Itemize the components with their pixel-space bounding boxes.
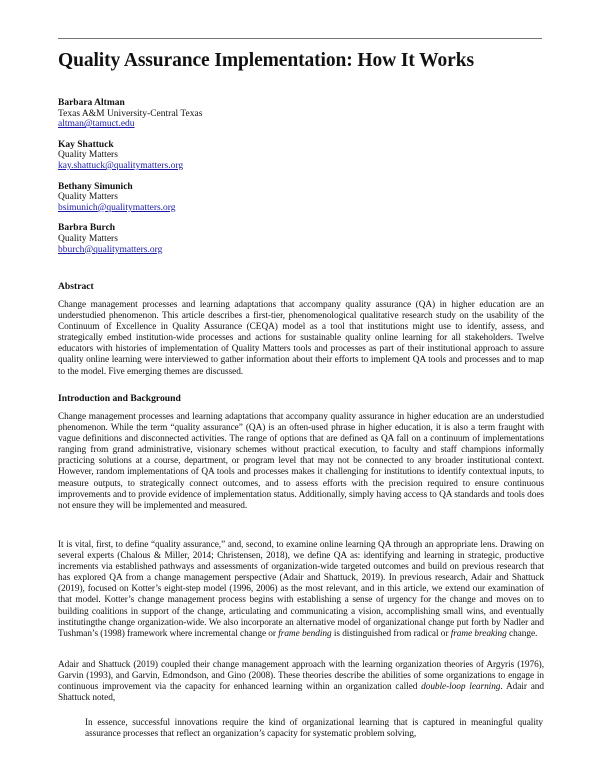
text-run: is distinguished from radical or <box>331 628 451 639</box>
author-name: Barbra Burch <box>58 223 116 234</box>
author-name: Bethany Simunich <box>58 181 133 192</box>
author-affiliation: Quality Matters <box>58 150 118 161</box>
emphasis-text: double-loop learning <box>421 682 501 693</box>
author-list <box>58 98 542 265</box>
text-run: It is vital, first, to define “quality assurance,” and, second, to examine online learning QA through an appropriate lens. Drawing on several experts (Chalous & Miller, 2014; Christensen, 2018), we define QA as: identifying and learning in strategic, productive increments via established pathways and assessments of organization-wide targeted outcomes and build on previous research that has explored QA from a change management perspective (Adair and Shattuck, 2019). In previous research, Adair and Shattuck (2019), focused on Kotter’s eight-step model (1996, 2006) as the most relevant, and in this article, we extend our examination of that model. Kotter’s change management process begins with establishing a sense of urgency for the change and moves on to building coalitions in support of the change, articulating and communicating a vision, accomplishing small wins, and eventually institutingthe change organization-wide. We also incorporate an alternative model of organizational change put forth by Nadler and Tushman’s (1998) framework where incremental change or <box>58 540 544 639</box>
author-affiliation: Quality Matters <box>58 233 118 244</box>
top-rule <box>58 38 542 39</box>
intro-paragraph-3 <box>58 660 544 704</box>
intro-paragraph-1: Change management processes and learning adaptations that accompany quality assurance in higher education are an understudied phenomenon. While the term “quality assurance” (QA) is an often-used phrase in higher education, it is also a term fraught with vague definitions and disconnected activities. The range of options that are defined as QA fall on a continuum of implementations ranging from grand administrative, visionary schemes without practical execution, to faculty and staff champions informally practicing solutions at a course, department, or program level that may not be connected to any broader institutional context. However, random implementations of QA tools and processes makes it challenging for institutions to identify contextual inputs, to measure outputs, to strategically connect outcomes, and to assess efforts with the precision required to ensure continuous improvements and to provide evidence of implementation status. Additionally, simply having access to QA standards and tools does not ensure they will be implemented and measured. <box>58 412 544 511</box>
author-name: Kay Shattuck <box>58 139 114 150</box>
author-email-link[interactable]: altman@tamuct.edu <box>58 119 135 130</box>
author-name: Barbara Altman <box>58 98 125 108</box>
author-email-link[interactable]: kay.shattuck@qualitymatters.org <box>58 160 184 171</box>
author-email-link[interactable]: bsimunich@qualitymatters.org <box>58 202 176 213</box>
emphasis-text: frame bending <box>278 628 332 639</box>
author-block <box>58 98 542 130</box>
author-block <box>58 140 542 172</box>
intro-paragraph-2 <box>58 540 544 640</box>
author-block <box>58 182 542 214</box>
author-email-link[interactable]: bburch@qualitymatters.org <box>58 244 163 255</box>
intro-heading: Introduction and Background <box>58 393 181 404</box>
author-affiliation: Texas A&M University-Central Texas <box>58 108 203 119</box>
abstract-heading: Abstract <box>58 281 94 292</box>
text-run: Adair and Shattuck (2019) coupled their change management approach with the learning organization theories of Argyris (1976), Garvin (1993), and Garvin, Edmondson, and Gino (2008). These theories describe the abilities of some organizations to engage in continuous improvement via the capacity for enhanced learning within an organization called <box>58 660 544 693</box>
abstract-text: Change management processes and learning adaptations that accompany quality assurance (QA) in higher education are an understudied phenomenon. This article describes a first-tier, phenomenological qualitative research study on the usability of the Continuum of Excellence in Quality Assurance (CEQA) model as a tool that institutions might use to identify, assess, and strategically embed institution-wide processes and actions for sustainable quality online learning for all stakeholders. Twelve educators with histories of implementation of Quality Matters tools and processes as part of their institutional approach to assure quality online learning were interviewed to gather information about their efforts to implement QA tools and processes and to map to the model. Five emerging themes are discussed. <box>58 300 544 377</box>
author-affiliation: Quality Matters <box>58 192 118 203</box>
author-block <box>58 223 542 255</box>
paper-title: Quality Assurance Implementation: How It Works <box>58 50 474 71</box>
emphasis-text: frame breaking <box>450 628 507 639</box>
text-run: . Adair and Shattuck noted, <box>58 682 544 704</box>
text-run: change. <box>506 628 538 639</box>
block-quote: In essence, successful innovations require the kind of organizational learning that is captured in meaningful quality assurance processes that reflect an organization’s capacity for systematic problem solving, <box>85 718 543 740</box>
